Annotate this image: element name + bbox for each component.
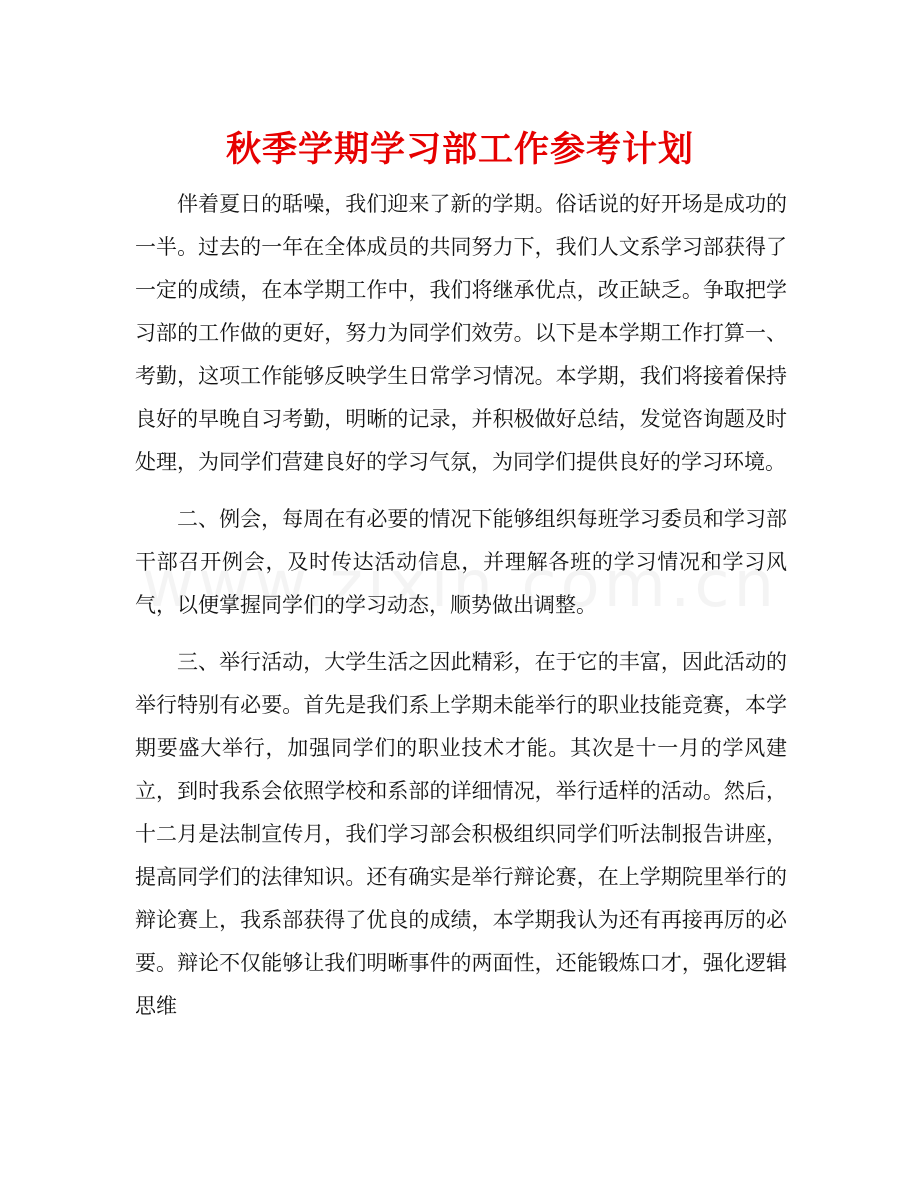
paragraph-activities: 三、举行活动，大学生活之因此精彩，在于它的丰富，因此活动的举行特别有必要。首先是我们系上学期未能举行的职业技能竞赛，本学期要盛大举行，加强同学们的职业技术才能。其次是十一月的学风建立，到时我系会依照学校和系部的详细情况，举行适样的活动。然后，十二月是法制宣传月，我们学习部会积极组织同学们听法制报告讲座，提高同学们的法律知识。还有确实是举行辩论赛，在上学期院里举行的辩论赛上，我系部获得了优良的成绩，本学期我认为还有再接再厉的必要。辩论不仅能够让我们明晰事件的两面性，还能锻炼口才，强化逻辑思维 — [135, 650, 787, 1018]
paragraph-meetings: 二、例会，每周在有必要的情况下能够组织每班学习委员和学习部干部召开例会，及时传达活动信息，并理解各班的学习情况和学习风气，以便掌握同学们的学习动态，顺势做出调整。 — [135, 507, 787, 617]
document-title: 秋季学期学习部工作参考计划 — [225, 130, 694, 170]
paragraph-intro-attendance: 伴着夏日的聒噪，我们迎来了新的学期。俗话说的好开场是成功的一半。过去的一年在全体成员的共同努力下，我们人文系学习部获得了一定的成绩，在本学期工作中，我们将继承优点，改正缺乏。争取把学习部的工作做的更好，努力为同学们效劳。以下是本学期工作打算一、考勤，这项工作能够反映学生日常学习情况。本学期，我们将接着保持良好的早晚自习考勤，明晰的记录，并积极做好总结，发觉咨询题及时处理，为同学们营建良好的学习气氛，为同学们提供良好的学习环境。 — [135, 192, 787, 474]
document-body — [135, 183, 787, 1028]
